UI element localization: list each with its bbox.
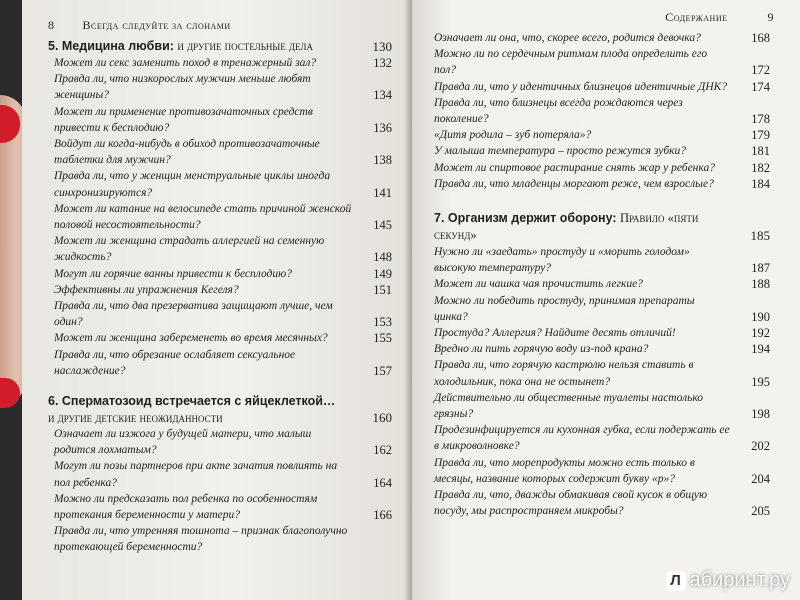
right-page — [412, 0, 800, 600]
entry-text: Может ли спиртовое растирание снять жар у ребенка? — [434, 161, 715, 174]
toc-entry[interactable] — [434, 455, 774, 487]
entry-page: 181 — [751, 144, 770, 159]
entry-text: Правда ли, что горячую кастрюлю нельзя ставить в холодильник, пока она не остынет? — [434, 359, 694, 388]
chapter-subtitle-line — [48, 410, 396, 426]
entry-page: 149 — [373, 266, 392, 281]
toc-entry[interactable] — [434, 127, 774, 143]
entry-page: 155 — [373, 331, 392, 346]
entry-text: Можно ли победить простуду, принимая препараты цинка? — [434, 294, 695, 323]
chapter-subtitle: Правило «пяти секунд» — [434, 211, 699, 243]
chapter-title: 6. Сперматозоид встречается с яйцеклеткой… — [48, 394, 336, 409]
toc-entry[interactable] — [48, 426, 396, 458]
entry-page: 174 — [751, 79, 770, 94]
chapter-heading[interactable] — [48, 38, 396, 55]
toc-entry[interactable] — [48, 136, 396, 168]
toc-entry[interactable] — [434, 95, 774, 127]
entry-page: 134 — [373, 88, 392, 103]
entry-page: 132 — [373, 56, 392, 70]
toc-entry[interactable] — [48, 266, 396, 282]
entry-text: Правда ли, что обрезание ослабляет сексуальное наслаждение? — [54, 348, 296, 377]
entry-page: 179 — [751, 128, 770, 143]
site-watermark — [666, 569, 791, 592]
entry-text: Может ли катание на велосипеде стать причиной женской половой несостоятельности? — [54, 202, 352, 232]
toc-entry[interactable] — [48, 233, 396, 265]
entry-text: Правда ли, что у женщин менструальные циклы иногда синхронизируются? — [54, 170, 331, 199]
entry-page: 202 — [751, 439, 770, 454]
entry-text: Означает ли она, что, скорее всего, родится девочка? — [434, 32, 701, 44]
entry-page: 168 — [751, 31, 770, 45]
entry-text: Эффективны ли упражнения Кегеля? — [54, 283, 239, 296]
entry-page: 141 — [373, 185, 392, 200]
chapter-title: 5. Медицина любви: — [48, 39, 174, 53]
entry-text: Правда ли, что младенцы моргают реже, чем взрослые? — [434, 177, 714, 190]
toc-entry[interactable] — [434, 293, 774, 325]
entry-text: Правда ли, что морепродукты можно есть только в месяцы, название которых содержит букву «р»? — [434, 456, 695, 485]
entry-page: 162 — [373, 443, 392, 458]
toc-entry[interactable] — [434, 487, 774, 519]
chapter-heading[interactable] — [434, 210, 774, 244]
entry-text: Правда ли, что у идентичных близнецов идентичные ДНК? — [434, 80, 728, 93]
toc-entry[interactable] — [48, 458, 396, 490]
toc-entry[interactable] — [48, 491, 396, 523]
entry-text: Может ли женщина страдать аллергией на семенную жидкость? — [54, 235, 325, 264]
entry-page: 188 — [751, 277, 770, 292]
chapter-page: 130 — [372, 39, 392, 54]
entry-page: 194 — [751, 342, 770, 357]
running-head — [434, 10, 774, 26]
entry-page: 157 — [373, 363, 392, 378]
toc-entry[interactable] — [48, 330, 396, 346]
entry-text: Может ли секс заменить поход в тренажерный зал? — [54, 57, 317, 69]
page-number: 8 — [48, 18, 55, 32]
toc-entry[interactable] — [434, 143, 774, 159]
running-title: Всегда следуйте за слонами — [82, 18, 231, 32]
toc-entry[interactable] — [48, 55, 396, 71]
toc-entry[interactable] — [434, 30, 774, 46]
chapter-page: 185 — [750, 228, 770, 244]
entry-page: 151 — [373, 282, 392, 297]
entry-page: 148 — [373, 250, 392, 265]
toc-entry[interactable] — [434, 160, 774, 176]
entry-text: Означает ли изжога у будущей матери, что малыш родится лохматым? — [54, 428, 312, 457]
entry-page: 178 — [751, 112, 770, 127]
page-number: 9 — [767, 10, 774, 24]
entry-text: Продезинфицируется ли кухонная губка, если подержать ее в микроволновке? — [434, 424, 730, 453]
toc-entry[interactable] — [48, 71, 396, 103]
toc-entry[interactable] — [434, 341, 774, 357]
entry-text: Нужно ли «заедать» простуду и «морить голодом» высокую температуру? — [434, 246, 690, 275]
entry-page: 145 — [373, 218, 392, 233]
entry-text: Правда ли, что низкорослых мужчин меньше любят женщины? — [54, 73, 311, 102]
toc-entry[interactable] — [48, 523, 396, 555]
entry-page: 164 — [373, 475, 392, 490]
entry-page: 172 — [751, 63, 770, 78]
toc-entry[interactable] — [434, 276, 774, 292]
toc-entry[interactable] — [434, 176, 774, 192]
toc-entry[interactable] — [434, 244, 774, 276]
toc-entry[interactable] — [434, 390, 774, 422]
toc-entry[interactable] — [48, 282, 396, 298]
entry-page: 195 — [751, 374, 770, 389]
toc-list — [48, 426, 396, 556]
toc-entry[interactable] — [48, 298, 396, 330]
labirint-logo-icon: Л — [666, 571, 686, 591]
entry-text: Правда ли, что, дважды обмакивая свой кусок в общую посуду, мы распространяем микробы? — [434, 489, 708, 518]
left-page — [22, 0, 412, 600]
entry-text: У малыша температура – просто режутся зубки? — [434, 145, 687, 158]
toc-entry[interactable] — [434, 357, 774, 389]
running-title: Содержание — [665, 10, 728, 24]
watermark-text: абиринт.ру — [689, 569, 790, 591]
entry-text: Правда ли, что утренняя тошнота – признак благополучно протекающей беременности? — [54, 525, 348, 554]
entry-text: Может ли женщина забеременеть во время месячных? — [54, 332, 328, 345]
chapter-subtitle: и другие постельные дела — [177, 39, 314, 53]
entry-page: 136 — [373, 120, 392, 135]
entry-text: Может ли чашка чая прочистить легкие? — [434, 278, 643, 291]
toc-list — [48, 55, 396, 379]
entry-page: 205 — [751, 504, 770, 519]
toc-entry[interactable] — [434, 79, 774, 95]
entry-page: 204 — [751, 471, 770, 486]
entry-page: 192 — [751, 326, 770, 341]
toc-entry[interactable] — [434, 325, 774, 341]
toc-entry[interactable] — [48, 201, 396, 233]
entry-page: 138 — [373, 153, 392, 168]
entry-text: Действительно ли общественные туалеты настолько грязны? — [434, 391, 704, 421]
entry-page: 198 — [751, 407, 770, 422]
entry-page: 166 — [373, 508, 392, 523]
chapter-title: 7. Организм держит оборону: — [434, 211, 617, 226]
entry-text: Можно ли предсказать пол ребенка по особенностям протекания беременности у матери? — [54, 492, 318, 522]
chapter-subtitle: и другие детские неожиданности — [48, 411, 223, 426]
entry-text: Могут ли горячие ванны привести к бесплодию? — [54, 267, 292, 280]
chapter-page: 160 — [372, 410, 392, 426]
toc-list — [434, 30, 774, 192]
entry-text: Правда ли, что два презерватива защищают лучше, чем один? — [54, 300, 333, 329]
entry-text: Может ли применение противозачаточных средств привести к бесплодию? — [54, 105, 313, 134]
entry-page: 184 — [751, 176, 770, 191]
running-head — [48, 18, 396, 34]
entry-text: Вредно ли пить горячую воду из-под крана? — [434, 343, 649, 356]
entry-text: Войдут ли когда-нибудь в обиход противозачаточные таблетки для мужчин? — [54, 138, 320, 167]
toc-entry[interactable] — [48, 347, 396, 379]
toc-entry[interactable] — [48, 104, 396, 136]
entry-page: 182 — [751, 160, 770, 175]
toc-entry[interactable] — [48, 168, 396, 200]
entry-page: 187 — [751, 261, 770, 276]
entry-text: Могут ли позы партнеров при акте зачатия повлиять на пол ребенка? — [54, 460, 338, 489]
toc-entry[interactable] — [434, 422, 774, 454]
entry-page: 153 — [373, 315, 392, 330]
entry-text: Простуда? Аллергия? Найдите десять отличий! — [434, 327, 676, 340]
toc-list — [434, 244, 774, 519]
chapter-heading[interactable] — [48, 393, 396, 410]
toc-entry[interactable] — [434, 46, 774, 78]
entry-page: 190 — [751, 309, 770, 324]
entry-text: Правда ли, что близнецы всегда рождаются через поколение? — [434, 96, 683, 126]
entry-text: Можно ли по сердечным ритмам плода определить его пол? — [434, 48, 708, 77]
entry-text: «Дитя родила – зуб потеряла»? — [434, 129, 592, 142]
